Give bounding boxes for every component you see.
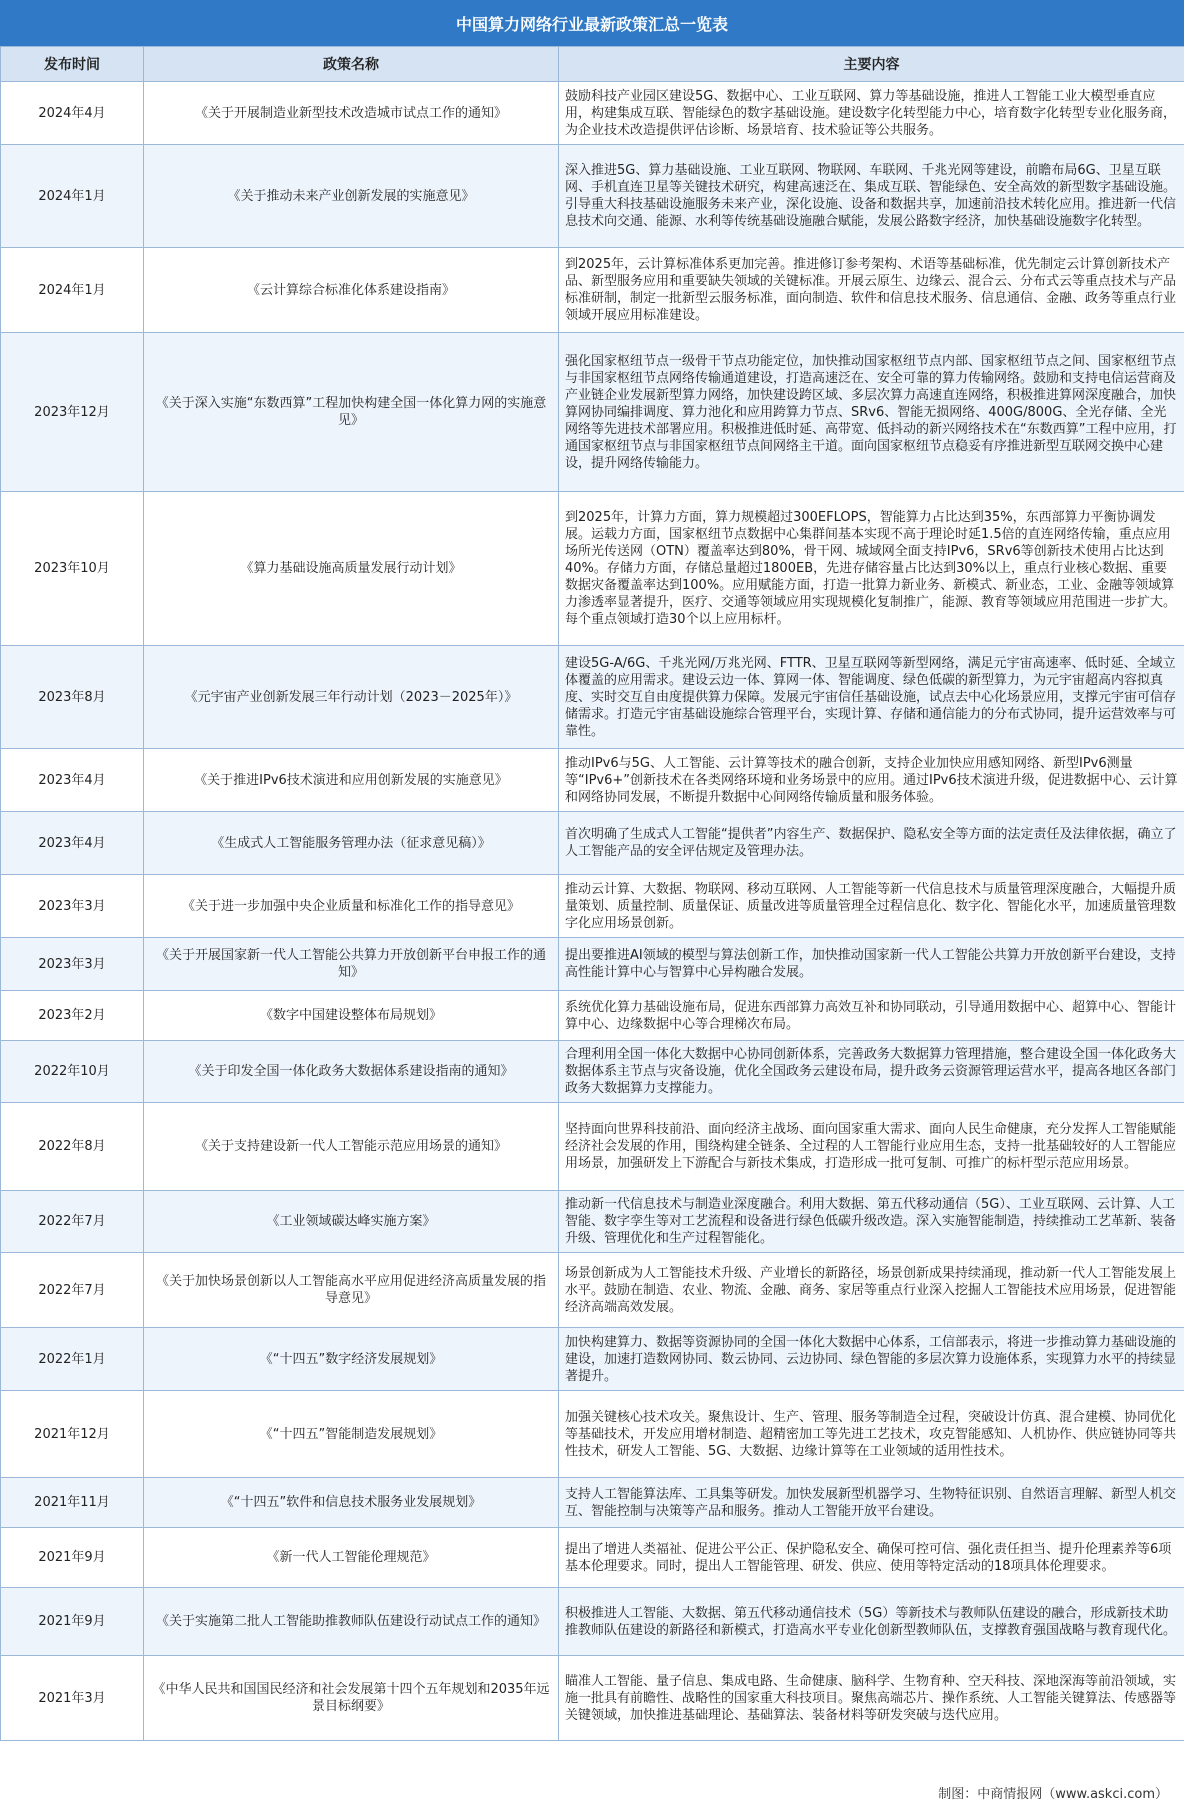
cell-content: 场景创新成为人工智能技术升级、产业增长的新路径，场景创新成果持续涌现，推动新一代人工智能发展上水平。鼓励在制造、农业、物流、金融、商务、家居等重点行业深入挖掘人工智能技术应用场景，促进智能经济高端高效发展。: [559, 1253, 1184, 1328]
cell-content: 深入推进5G、算力基础设施、工业互联网、物联网、车联网、千兆光网等建设，前瞻布局6G、卫星互联网、手机直连卫星等关键技术研究，构建高速泛在、集成互联、智能绿色、安全高效的新型数字基础设施。引导重大科技基础设施服务未来产业，深化设施、设备和数据共享，加速前沿技术转化应用。推进新一代信息技术向交通、能源、水利等传统基础设施融合赋能，发展公路数字经济，加快基础设施数字化转型。: [559, 145, 1184, 248]
cell-date: 2023年10月: [1, 492, 144, 646]
cell-policy-name: 《关于推动未来产业创新发展的实施意见》: [144, 145, 559, 248]
cell-content: 建设5G-A/6G、千兆光网/万兆光网、FTTR、卫星互联网等新型网络，满足元宇宙高速率、低时延、全域立体覆盖的应用需求。建设云边一体、算网一体、智能调度、绿色低碳的新型算力，为元宇宙超高内容拟真度、实时交互自由度提供算力保障。发展元宇宙信任基础设施，试点去中心化场景应用，支撑元宇宙可信存储需求。打造元宇宙基础设施综合管理平台，实现计算、存储和通信能力的分布式协同，提升运营效率与可靠性。: [559, 646, 1184, 749]
table-row: [1, 1041, 1184, 1103]
cell-policy-name: 《关于进一步加强中央企业质量和标准化工作的指导意见》: [144, 875, 559, 938]
cell-content: 瞄准人工智能、量子信息、集成电路、生命健康、脑科学、生物育种、空天科技、深地深海等前沿领域，实施一批具有前瞻性、战略性的国家重大科技项目。聚焦高端芯片、操作系统、人工智能关键算法、传感器等关键领域，加快推进基础理论、基础算法、装备材料等研发突破与迭代应用。: [559, 1656, 1184, 1741]
table-row: [1, 1528, 1184, 1588]
cell-date: 2024年4月: [1, 82, 144, 145]
cell-content: 推动云计算、大数据、物联网、移动互联网、人工智能等新一代信息技术与质量管理深度融合，大幅提升质量策划、质量控制、质量保证、质量改进等质量管理全过程信息化、数字化、智能化水平，加速质量管理数字化应用场景创新。: [559, 875, 1184, 938]
cell-policy-name: 《新一代人工智能伦理规范》: [144, 1528, 559, 1588]
cell-date: 2023年12月: [1, 333, 144, 492]
cell-date: 2022年10月: [1, 1041, 144, 1103]
cell-content: 提出要推进AI领域的模型与算法创新工作，加快推动国家新一代人工智能公共算力开放创新平台建设，支持高性能计算中心与智算中心异构融合发展。: [559, 938, 1184, 991]
cell-policy-name: 《数字中国建设整体布局规划》: [144, 991, 559, 1041]
cell-date: 2021年3月: [1, 1656, 144, 1741]
table-row: [1, 991, 1184, 1041]
cell-policy-name: 《关于开展制造业新型技术改造城市试点工作的通知》: [144, 82, 559, 145]
cell-date: 2021年9月: [1, 1588, 144, 1656]
policy-table: [0, 46, 1184, 1741]
table-row: [1, 1478, 1184, 1528]
cell-date: 2023年4月: [1, 749, 144, 812]
cell-date: 2021年9月: [1, 1528, 144, 1588]
table-row: [1, 1656, 1184, 1741]
table-row: [1, 248, 1184, 333]
cell-policy-name: 《生成式人工智能服务管理办法（征求意见稿）》: [144, 812, 559, 875]
cell-policy-name: 《关于深入实施“东数西算”工程加快构建全国一体化算力网的实施意见》: [144, 333, 559, 492]
table-row: [1, 812, 1184, 875]
table-row: [1, 875, 1184, 938]
source-credit: 制图：中商情报网（www.askci.com）: [938, 1786, 1168, 1802]
cell-content: 强化国家枢纽节点一级骨干节点功能定位，加快推动国家枢纽节点内部、国家枢纽节点之间、国家枢纽节点与非国家枢纽节点网络传输通道建设，打造高速泛在、安全可靠的算力传输网络。鼓励和支持电信运营商及产业链企业发展新型算力网络，加快建设跨区域、多层次算力高速直连网络，积极推进算网深度融合，加快算网协同编排调度、算力池化和应用跨算力节点、SRv6、智能无损网络、400G/800G、全光存储、全光网络等先进技术部署应用。积极推进低时延、高带宽、低抖动的新兴网络技术在“东数西算”工程中应用，打通国家枢纽节点与非国家枢纽节点间网络主干道。面向国家枢纽节点稳妥有序推进新型互联网交换中心建设，提升网络传输能力。: [559, 333, 1184, 492]
cell-policy-name: 《关于加快场景创新以人工智能高水平应用促进经济高质量发展的指导意见》: [144, 1253, 559, 1328]
cell-content: 坚持面向世界科技前沿、面向经济主战场、面向国家重大需求、面向人民生命健康，充分发挥人工智能赋能经济社会发展的作用，围绕构建全链条、全过程的人工智能行业应用生态，支持一批基础较好的人工智能应用场景，加强研发上下游配合与新技术集成，打造形成一批可复制、可推广的标杆型示范应用场景。: [559, 1103, 1184, 1191]
cell-date: 2023年3月: [1, 938, 144, 991]
col-header-name: 政策名称: [144, 47, 559, 82]
cell-content: 合理利用全国一体化大数据中心协同创新体系，完善政务大数据算力管理措施，整合建设全国一体化政务大数据体系主节点与灾备设施，优化全国政务云建设布局，提升政务云资源管理运营水平，提高各地区各部门政务大数据算力支撑能力。: [559, 1041, 1184, 1103]
cell-policy-name: 《元宇宙产业创新发展三年行动计划（2023－2025年）》: [144, 646, 559, 749]
table-row: [1, 938, 1184, 991]
cell-content: 系统优化算力基础设施布局，促进东西部算力高效互补和协同联动，引导通用数据中心、超算中心、智能计算中心、边缘数据中心等合理梯次布局。: [559, 991, 1184, 1041]
cell-content: 加强关键核心技术攻关。聚焦设计、生产、管理、服务等制造全过程，突破设计仿真、混合建模、协同优化等基础技术，开发应用增材制造、超精密加工等先进工艺技术，攻克智能感知、人机协作、供应链协同等共性技术，研发人工智能、5G、大数据、边缘计算等在工业领域的适用性技术。: [559, 1391, 1184, 1478]
table-row: [1, 1588, 1184, 1656]
table-row: [1, 333, 1184, 492]
cell-date: 2022年8月: [1, 1103, 144, 1191]
cell-content: 支持人工智能算法库、工具集等研发。加快发展新型机器学习、生物特征识别、自然语言理解、新型人机交互、智能控制与决策等产品和服务。推动人工智能开放平台建设。: [559, 1478, 1184, 1528]
table-row: [1, 1103, 1184, 1191]
cell-date: 2023年8月: [1, 646, 144, 749]
cell-policy-name: 《关于开展国家新一代人工智能公共算力开放创新平台申报工作的通知》: [144, 938, 559, 991]
cell-date: 2022年1月: [1, 1328, 144, 1391]
table-row: [1, 1391, 1184, 1478]
cell-date: 2023年4月: [1, 812, 144, 875]
cell-policy-name: 《关于实施第二批人工智能助推教师队伍建设行动试点工作的通知》: [144, 1588, 559, 1656]
table-row: [1, 749, 1184, 812]
cell-policy-name: 《算力基础设施高质量发展行动计划》: [144, 492, 559, 646]
table-row: [1, 492, 1184, 646]
col-header-date: 发布时间: [1, 47, 144, 82]
cell-date: 2022年7月: [1, 1253, 144, 1328]
cell-content: 鼓励科技产业园区建设5G、数据中心、工业互联网、算力等基础设施，推进人工智能工业大模型垂直应用，构建集成互联、智能绿色的数字基础设施。建设数字化转型能力中心，培育数字化转型专业化服务商，为企业技术改造提供评估诊断、场景培育、技术验证等公共服务。: [559, 82, 1184, 145]
cell-content: 积极推进人工智能、大数据、第五代移动通信技术（5G）等新技术与教师队伍建设的融合，形成新技术助推教师队伍建设的新路径和新模式，打造高水平专业化创新型教师队伍，支撑教育强国战略与教育现代化。: [559, 1588, 1184, 1656]
cell-policy-name: 《关于印发全国一体化政务大数据体系建设指南的通知》: [144, 1041, 559, 1103]
cell-date: 2023年2月: [1, 991, 144, 1041]
table-row: [1, 145, 1184, 248]
col-header-content: 主要内容: [559, 47, 1184, 82]
cell-content: 到2025年，云计算标准体系更加完善。推进修订参考架构、术语等基础标准，优先制定云计算创新技术产品、新型服务应用和重要缺失领域的关键标准。开展云原生、边缘云、混合云、分布式云等重点技术与产品标准研制，制定一批新型云服务标准，面向制造、软件和信息技术服务、信息通信、金融、政务等重点行业领域开展应用标准建设。: [559, 248, 1184, 333]
cell-policy-name: 《“十四五”软件和信息技术服务业发展规划》: [144, 1478, 559, 1528]
cell-date: 2024年1月: [1, 248, 144, 333]
cell-content: 到2025年，计算力方面，算力规模超过300EFLOPS，智能算力占比达到35%，东西部算力平衡协调发展。运载力方面，国家枢纽节点数据中心集群间基本实现不高于理论时延1.5倍的直连网络传输，重点应用场所光传送网（OTN）覆盖率达到80%，骨干网、城域网全面支持IPv6，SRv6等创新技术使用占比达到40%。存储力方面，存储总量超过1800EB，先进存储容量占比达到30%以上，重点行业核心数据、重要数据灾备覆盖率达到100%。应用赋能方面，打造一批算力新业务、新模式、新业态，工业、金融等领域算力渗透率显著提升，医疗、交通等领域应用实现规模化复制推广，能源、教育等领域应用范围进一步扩大。每个重点领域打造30个以上应用标杆。: [559, 492, 1184, 646]
cell-date: 2023年3月: [1, 875, 144, 938]
cell-date: 2022年7月: [1, 1191, 144, 1253]
cell-policy-name: 《“十四五”数字经济发展规划》: [144, 1328, 559, 1391]
cell-content: 提出了增进人类福祉、促进公平公正、保护隐私安全、确保可控可信、强化责任担当、提升伦理素养等6项基本伦理要求。同时，提出人工智能管理、研发、供应、使用等特定活动的18项具体伦理要求。: [559, 1528, 1184, 1588]
cell-content: 首次明确了生成式人工智能“提供者”内容生产、数据保护、隐私安全等方面的法定责任及法律依据，确立了人工智能产品的安全评估规定及管理办法。: [559, 812, 1184, 875]
table-title: 中国算力网络行业最新政策汇总一览表: [0, 0, 1184, 46]
table-row: [1, 1253, 1184, 1328]
cell-policy-name: 《中华人民共和国国民经济和社会发展第十四个五年规划和2035年远景目标纲要》: [144, 1656, 559, 1741]
cell-date: 2021年11月: [1, 1478, 144, 1528]
table-row: [1, 1328, 1184, 1391]
cell-policy-name: 《云计算综合标准化体系建设指南》: [144, 248, 559, 333]
cell-date: 2024年1月: [1, 145, 144, 248]
cell-content: 推动IPv6与5G、人工智能、云计算等技术的融合创新，支持企业加快应用感知网络、新型IPv6测量等“IPv6+”创新技术在各类网络环境和业务场景中的应用。通过IPv6技术演进升级，促进数据中心、云计算和网络协同发展，不断提升数据中心间网络传输质量和服务体验。: [559, 749, 1184, 812]
table-row: [1, 1191, 1184, 1253]
table-row: [1, 82, 1184, 145]
cell-policy-name: 《关于推进IPv6技术演进和应用创新发展的实施意见》: [144, 749, 559, 812]
cell-policy-name: 《工业领域碳达峰实施方案》: [144, 1191, 559, 1253]
cell-policy-name: 《关于支持建设新一代人工智能示范应用场景的通知》: [144, 1103, 559, 1191]
cell-policy-name: 《“十四五”智能制造发展规划》: [144, 1391, 559, 1478]
cell-date: 2021年12月: [1, 1391, 144, 1478]
cell-content: 加快构建算力、数据等资源协同的全国一体化大数据中心体系，工信部表示，将进一步推动算力基础设施的建设，加速打造数网协同、数云协同、云边协同、绿色智能的多层次算力设施体系，实现算力水平的持续显著提升。: [559, 1328, 1184, 1391]
cell-content: 推动新一代信息技术与制造业深度融合。利用大数据、第五代移动通信（5G）、工业互联网、云计算、人工智能、数字孪生等对工艺流程和设备进行绿色低碳升级改造。深入实施智能制造，持续推动工艺革新、装备升级、管理优化和生产过程智能化。: [559, 1191, 1184, 1253]
header-row: [1, 47, 1184, 82]
table-row: [1, 646, 1184, 749]
